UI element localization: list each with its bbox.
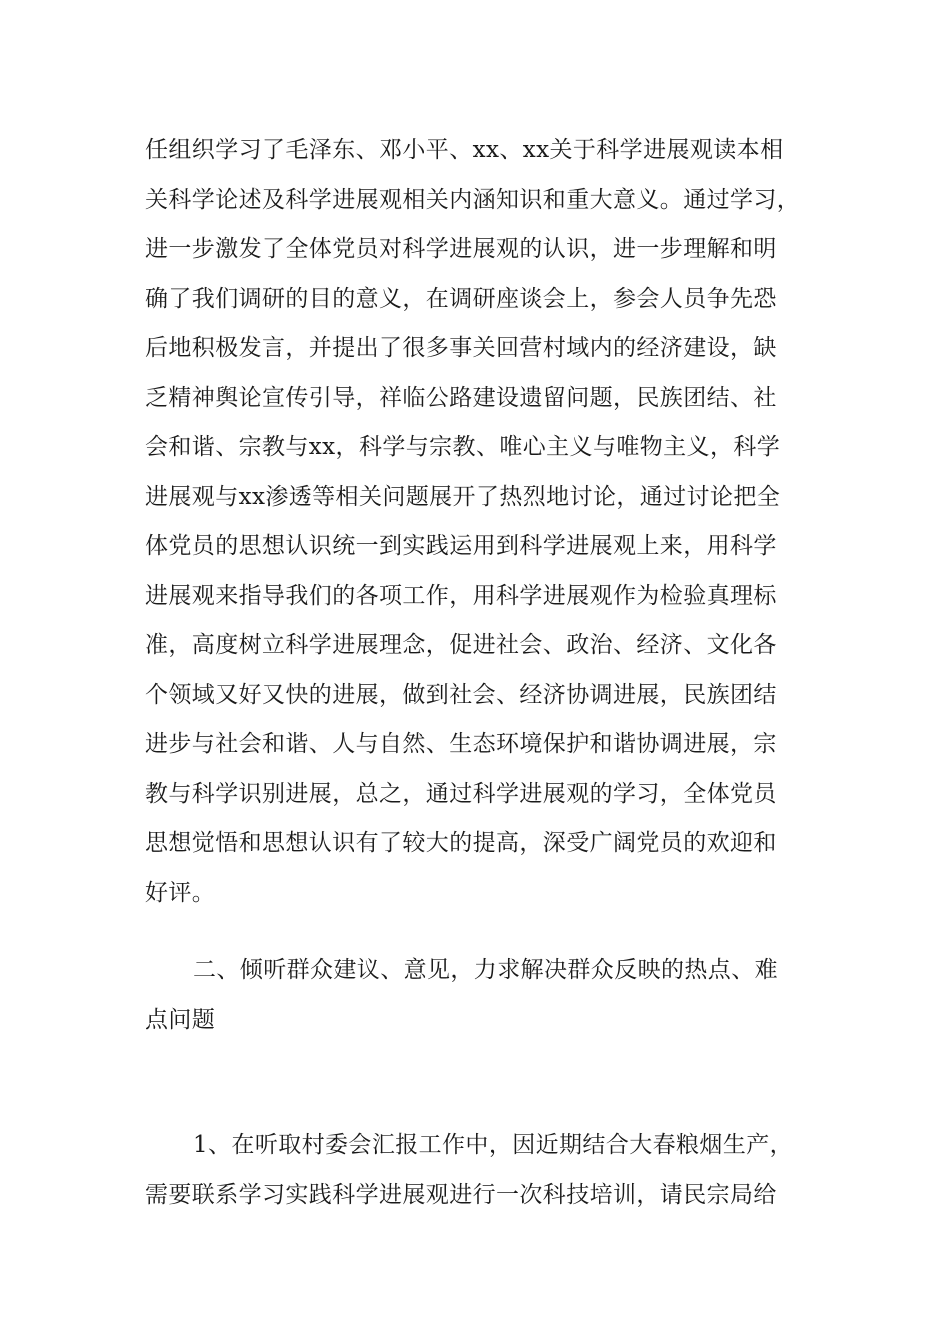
body-paragraph-3 <box>145 1121 815 1220</box>
paragraph-line: 进一步激发了全体党员对科学进展观的认识，进一步理解和明 <box>145 236 777 262</box>
paragraph-line: 确了我们调研的目的意义，在调研座谈会上，参会人员争先恐 <box>145 285 777 312</box>
paragraph-line: 关科学论述及科学进展观相关内涵知识和重大意义。通过学习， <box>145 186 801 213</box>
paragraph-line: 乏精神舆论宣传引导，祥临公路建设遗留问题，民族团结、社 <box>145 384 777 411</box>
paragraph-line: 1、在听取村委会汇报工作中，因近期结合大春粮烟生产， <box>193 1132 794 1158</box>
paragraph-line: 好评。 <box>145 879 216 906</box>
paragraph-line: 后地积极发言，并提出了很多事关回营村域内的经济建设，缺 <box>145 335 777 361</box>
heading-line: 点问题 <box>145 1006 216 1033</box>
section-heading-2 <box>145 946 815 1045</box>
paragraph-line: 会和谐、宗教与xx，科学与宗教、唯心主义与唯物主义，科学 <box>145 434 781 460</box>
paragraph-line: 需要联系学习实践科学进展观进行一次科技培训，请民宗局给 <box>145 1181 777 1208</box>
paragraph-line: 思想觉悟和思想认识有了较大的提高，深受广阔党员的欢迎和 <box>145 830 777 856</box>
paragraph-line: 个领域又好又快的进展，做到社会、经济协调进展，民族团结 <box>145 681 777 708</box>
paragraph-line: 进步与社会和谐、人与自然、生态环境保护和谐协调进展，宗 <box>145 731 777 757</box>
paragraph-line: 进展观与xx渗透等相关问题展开了热烈地讨论，通过讨论把全 <box>145 483 781 510</box>
paragraph-line: 教与科学识别进展，总之，通过科学进展观的学习，全体党员 <box>145 780 777 807</box>
paragraph-line: 任组织学习了毛泽东、邓小平、xx、xx关于科学进展观读本相 <box>145 137 784 163</box>
paragraph-line: 准，高度树立科学进展理念，促进社会、政治、经济、文化各 <box>145 632 777 658</box>
paragraph-line: 体党员的思想认识统一到实践运用到科学进展观上来，用科学 <box>145 533 777 559</box>
paragraph-line: 进展观来指导我们的各项工作，用科学进展观作为检验真理标 <box>145 582 777 609</box>
body-paragraph-1 <box>145 126 815 918</box>
heading-line: 二、倾听群众建议、意见，力求解决群众反映的热点、难 <box>193 957 778 983</box>
